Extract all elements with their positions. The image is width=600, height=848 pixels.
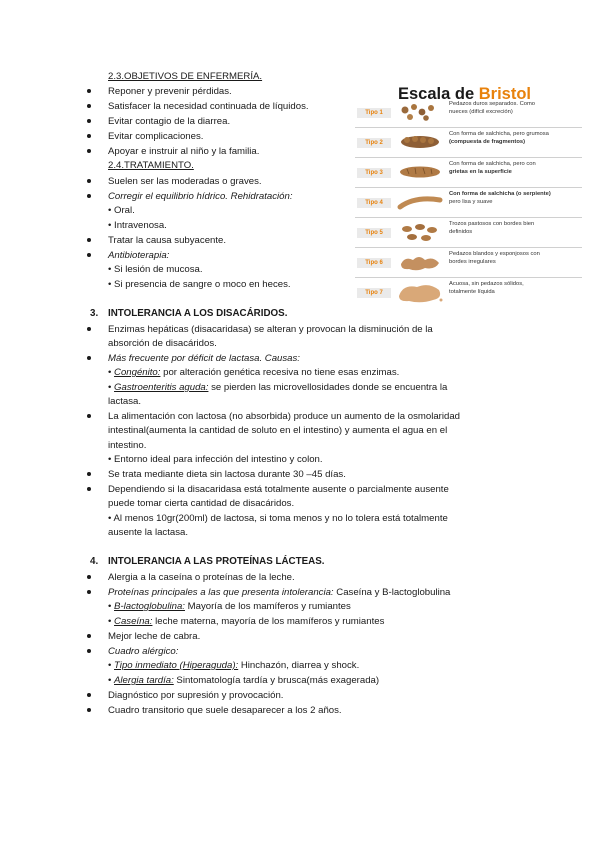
bullet (87, 708, 91, 712)
section-3-title: INTOLERANCIA A LOS DISACÁRIDOS. (108, 308, 288, 319)
paragraph-line: intestinal(aumenta la cantidad de soluto en el intestino) y aumenta el agua en el (108, 425, 448, 436)
bullet (87, 634, 91, 638)
tipo-label: Tipo 4 (357, 198, 391, 208)
bristol-row-7 (355, 278, 582, 307)
list-item: Tratar la causa subyacente. (108, 235, 227, 246)
tipo-description: Con forma de salchicha, pero con grietas en la superficie (449, 161, 536, 175)
sub-item: • Intravenosa. (108, 220, 167, 231)
sub-item: • Tipo inmediato (Hiperaguda): Hinchazón, diarrea y shock. (108, 660, 360, 671)
tipo-label: Tipo 6 (357, 258, 391, 268)
list-item: Antibioterapia: (108, 250, 170, 261)
bullet (87, 327, 91, 331)
heading-objetivos: 2.3.OBJETIVOS DE ENFERMERÍA. (108, 71, 263, 82)
bullet (87, 104, 91, 108)
paragraph-line: Diagnóstico por supresión y provocación. (108, 690, 284, 701)
sub-item: • Al menos 10gr(200ml) de lactosa, si toma menos y no lo tolera está totalmente (108, 513, 448, 524)
sub-item: • Gastroenteritis aguda: se pierden las microvellosidades donde se encuentra la (108, 382, 448, 393)
section-4-number: 4. (90, 556, 99, 567)
bullet (87, 590, 91, 594)
paragraph-line: Cuadro alérgico: (108, 646, 179, 657)
tipo-label: Tipo 7 (357, 288, 391, 298)
stool-type-6-icon (395, 248, 445, 277)
paragraph-line: Dependiendo si la disacaridasa está totalmente ausente o parcialmente ausente (108, 484, 449, 495)
tipo-label: Tipo 5 (357, 228, 391, 238)
bullet (87, 253, 91, 257)
bristol-row-1 (355, 98, 582, 127)
bullet (87, 487, 91, 491)
bristol-row-5 (355, 218, 582, 247)
list-item: Apoyar e instruir al niño y la familia. (108, 146, 260, 157)
list-item: Reponer y prevenir pérdidas. (108, 86, 232, 97)
list-item: Corregir el equilibrio hídrico. Rehidratación: (108, 191, 293, 202)
bullet (87, 149, 91, 153)
tipo-label: Tipo 3 (357, 168, 391, 178)
bullet (87, 414, 91, 418)
stool-type-7-icon (395, 278, 445, 307)
tipo-description: Trozos pastosos con bordes bien definidos (449, 221, 535, 235)
bristol-row-4 (355, 188, 582, 217)
paragraph-line: puede tomar cierta cantidad de disacáridos. (108, 498, 295, 509)
sub-item: • Oral. (108, 205, 135, 216)
tipo-description: Con forma de salchicha, pero grumosa (compuesta de fragmentos) (449, 131, 549, 145)
tipo-label: Tipo 1 (357, 108, 391, 118)
paragraph-line: Proteínas principales a las que presenta intolerancia: Caseína y B-lactoglobulina (108, 587, 451, 598)
sub-item: • B-lactoglobulina: Mayoría de los mamíferos y rumiantes (108, 601, 351, 612)
paragraph-line: lactasa. (108, 396, 142, 407)
paragraph-line: Alergia a la caseína o proteínas de la leche. (108, 572, 295, 583)
sub-item: • Alergia tardía: Sintomatología tardía y brusca(más exagerada) (108, 675, 380, 686)
bullet (87, 179, 91, 183)
bristol-row-3 (355, 158, 582, 187)
sub-item: • Si presencia de sangre o moco en heces. (108, 279, 291, 290)
heading-tratamiento: 2.4.TRATAMIENTO. (108, 160, 194, 171)
section-3-number: 3. (90, 308, 99, 319)
bullet (87, 89, 91, 93)
paragraph-line: Cuadro transitorio que suele desaparecer a los 2 años. (108, 705, 342, 716)
sub-item: • Caseína: leche materna, mayoría de los mamíferos y rumiantes (108, 616, 385, 627)
stool-type-4-icon (395, 188, 445, 217)
stool-type-2-icon (395, 128, 445, 157)
sub-item: • Congénito: por alteración genética recesiva no tiene esas enzimas. (108, 367, 400, 378)
tipo-description: Con forma de salchicha (o serpiente) pero lisa y suave (449, 191, 551, 205)
tipo-description: Acuosa, sin pedazos sólidos, totalmente líquida (449, 281, 524, 295)
paragraph-line: intestino. (108, 440, 147, 451)
paragraph-line: absorción de disacáridos. (108, 338, 217, 349)
tipo-description: Pedazos blandos y esponjosos con bordes irregulares (449, 251, 540, 265)
paragraph-line: ausente la lactasa. (108, 527, 189, 538)
list-item: Evitar complicaciones. (108, 131, 204, 142)
list-item: Evitar contagio de la diarrea. (108, 116, 231, 127)
paragraph-line: Se trata mediante dieta sin lactosa durante 30 –45 días. (108, 469, 346, 480)
bullet (87, 194, 91, 198)
bristol-title: Escala de Bristol (398, 85, 531, 103)
paragraph-line: Mejor leche de cabra. (108, 631, 201, 642)
bristol-row-2 (355, 128, 582, 157)
bristol-row-6 (355, 248, 582, 277)
bullet (87, 693, 91, 697)
bullet (87, 472, 91, 476)
bullet (87, 134, 91, 138)
tipo-label: Tipo 2 (357, 138, 391, 148)
bullet (87, 649, 91, 653)
sub-item: • Si lesión de mucosa. (108, 264, 203, 275)
bullet (87, 356, 91, 360)
bristol-scale-figure (355, 78, 582, 304)
stool-type-3-icon (395, 158, 445, 187)
tipo-description: Pedazos duros separados. Como nueces (difícil excreción) (449, 101, 536, 115)
paragraph-line: Enzimas hepáticas (disacaridasa) se alteran y provocan la disminución de la (108, 324, 433, 335)
list-item: Satisfacer la necesidad continuada de líquidos. (108, 101, 309, 112)
bullet (87, 238, 91, 242)
paragraph-line: Más frecuente por déficit de lactasa. Causas: (108, 353, 300, 364)
stool-type-1-icon (395, 98, 445, 127)
bullet (87, 575, 91, 579)
section-4-title: INTOLERANCIA A LAS PROTEÍNAS LÁCTEAS. (108, 556, 325, 567)
sub-item: • Entorno ideal para infección del intestino y colon. (108, 454, 323, 465)
list-item: Suelen ser las moderadas o graves. (108, 176, 262, 187)
stool-type-5-icon (395, 218, 445, 247)
bullet (87, 119, 91, 123)
paragraph-line: La alimentación con lactosa (no absorbida) produce un aumento de la osmolaridad (108, 411, 460, 422)
